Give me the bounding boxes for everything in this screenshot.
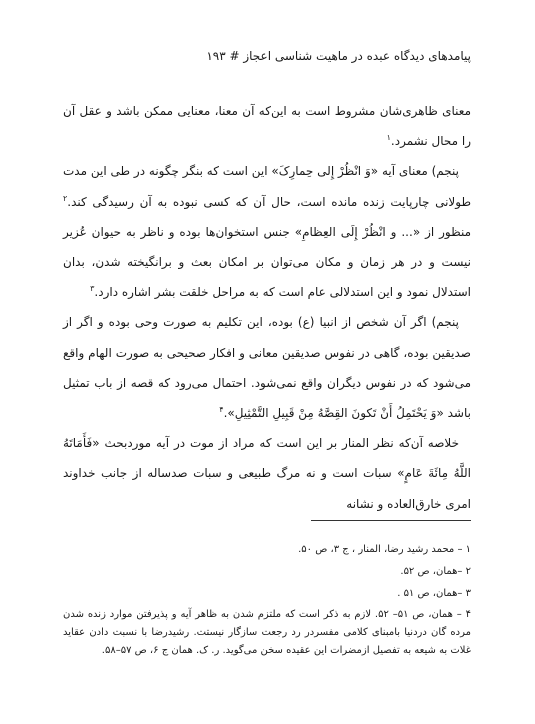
footnote-divider — [311, 520, 471, 521]
paragraph-2-text: پنجم) معنای آیه «وَ انْظُرْ إِلى حِمارِکَ» این است که بنگر چگونه در طی این مدت طولانی چارپایت زنده مانده است، حال آن که کسی نبوده به آن رسیدگی کند. — [63, 164, 471, 209]
paragraph-4-text: خلاصه آن‌که نظر المنار بر این است که مراد از موت در آیه موردبحث «فَأَمَاتَهُ اللَّهُ مِائَةَ عَامٍ» سبات است و نه مرگ طبیعی و سبات صدساله از جانب خداوند امری خارق‌العاده و نشانه — [63, 436, 471, 511]
footnote-ref-3: ۳ — [90, 284, 95, 294]
paragraph-4 — [63, 428, 471, 519]
footnote-4: ۴ – همان، ص ۵۱– ۵۲. لازم به ذکر است که ملتزم شدن به ظاهر آیه و پذیرفتن موارد زنده شدن مرده گان دردنیا بامبنای کلامی مفسردر رد رجعت سازگار نیستت. رشیدرضا با نسبت دادن عقاید غلات به شیعه به تفصیل ازمضرات این عقیده سخن می‌گوید. ر. ک. همان ج ۶، ص ۵۷–۵۸. — [63, 609, 471, 656]
footnote-1: ۱ – محمد رشید رضا، المنار ، ج ۳، ص ۵۰. — [298, 544, 471, 555]
footnotes — [63, 540, 471, 662]
main-text — [63, 96, 471, 519]
paragraph-2-continued: منظور از «... و انْظُرْ إِلَی العِظامِ» جنس استخوان‌ها بوده و ناظر به حیوان عُزیر نیست و در هر زمان و مکان می‌توان بر امکان بعث و برانگیخته شدن، بدان استدلال نمود و این استدلالی عام است که به مراحل خلقت بشر اشاره دارد. — [63, 224, 471, 300]
footnote-3: ۳ –همان، ص ۵۱ . — [397, 588, 471, 599]
footnote-ref-1: ۱ — [386, 133, 391, 143]
paragraph-3 — [63, 307, 471, 428]
running-header: پیامدهای دیدگاه عبده در ماهیت شناسی اعجاز # ۱۹۳ — [206, 49, 471, 63]
paragraph-1 — [63, 96, 471, 156]
paragraph-2 — [63, 156, 471, 307]
paragraph-3-text: پنجم) اگر آن شخص از انبیا (ع) بوده، این تکلیم به صورت وحی بوده و اگر از صدیقین بوده، گاهی در نفوس صدیقین معانی و افکار صحیحی به صورت الهام واقع می‌شود که در نفوس دیگران واقع نمی‌شود. احتمال می‌رود که قصه از باب تمثیل باشد «وَ یَحْتَمِلُ أَنْ تَکونَ القِصَّهُ مِنْ قَبِیلِ التَّمْثِیلِ». — [63, 315, 471, 421]
footnote-ref-4: ۴ — [219, 405, 224, 415]
footnote-2: ۲ –همان، ص ۵۲. — [400, 566, 471, 577]
paragraph-1-text: معنای ظاهری‌شان مشروط است به این‌که آن معنا، معنایی ممکن باشد و عقل آن را محال نشمرد. — [63, 104, 471, 149]
footnote-ref-2: ۲ — [63, 193, 68, 203]
